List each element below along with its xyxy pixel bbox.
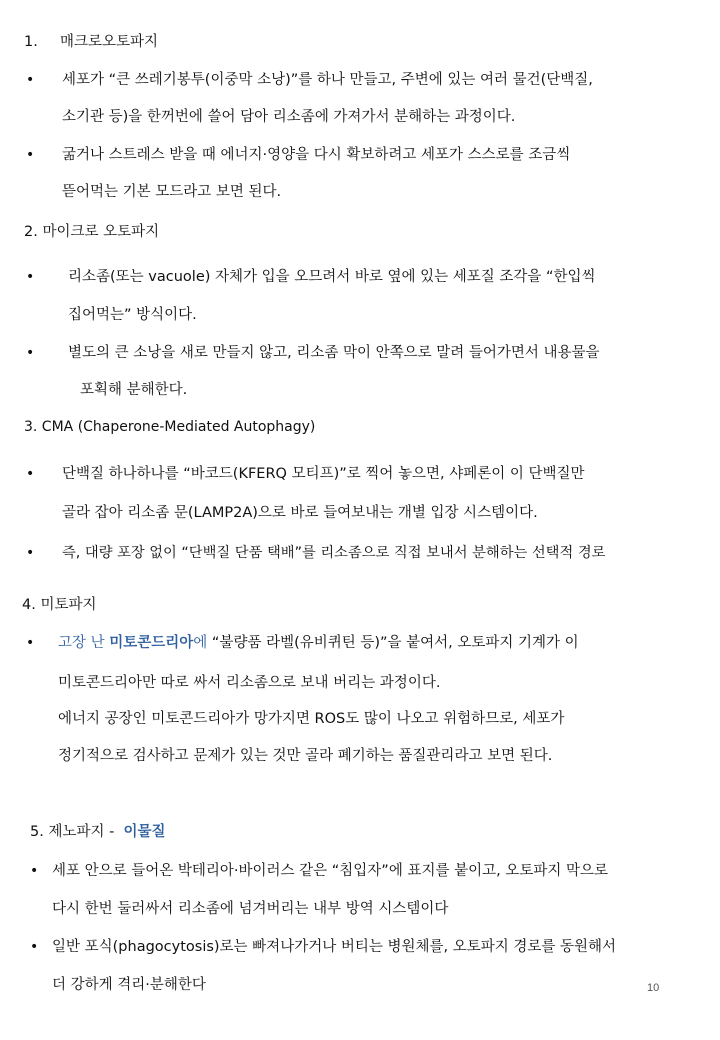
- section-1-number: 1.: [24, 34, 38, 50]
- section-4-title: 4. 미토파지: [22, 597, 97, 613]
- highlight-bold-text: 미토콘드리아: [109, 635, 194, 651]
- bullet: •: [30, 939, 39, 955]
- section-5-title-text: 5. 제노파지 -: [30, 824, 124, 840]
- s4-bullet1-rest: “불량품 라벨(유비퀴틴 등)”을 붙여서, 오토파지 기계가 이: [207, 635, 579, 651]
- s2-bullet1-line2: 집어먹는” 방식이다.: [68, 307, 197, 323]
- bullet: •: [26, 635, 35, 651]
- bullet: •: [26, 345, 35, 361]
- section-5-title-highlight: 이물질: [123, 824, 166, 840]
- bullet: •: [26, 466, 35, 482]
- s5-bullet2-line2: 더 강하게 격리·분해한다: [52, 977, 206, 993]
- s4-paragraph-line2: 정기적으로 검사하고 문제가 있는 것만 골라 폐기하는 품질관리라고 보면 된다.: [58, 748, 553, 764]
- highlight-text: 에: [193, 635, 208, 651]
- section-5-title: [30, 822, 166, 842]
- s1-bullet1-line1: 세포가 “큰 쓰레기봉투(이중막 소낭)”를 하나 만들고, 주변에 있는 여러 물건(단백질,: [62, 72, 593, 88]
- s3-bullet2-line1: 즉, 대량 포장 없이 “단백질 단품 택배”를 리소좀으로 직접 보내서 분해하는 선택적 경로: [62, 545, 606, 561]
- bullet: •: [26, 147, 35, 163]
- s2-bullet2-line1: 별도의 큰 소낭을 새로 만들지 않고, 리소좀 막이 안쪽으로 말려 들어가면서 내용물을: [68, 345, 600, 361]
- s4-bullet1-line1: [58, 633, 579, 653]
- s4-paragraph-line1: 에너지 공장인 미토콘드리아가 망가지면 ROS도 많이 나오고 위험하므로, 세포가: [58, 711, 565, 727]
- bullet: •: [26, 269, 35, 285]
- bullet: •: [26, 72, 35, 88]
- s3-bullet1-line2: 골라 잡아 리소좀 문(LAMP2A)으로 바로 들여보내는 개별 입장 시스템이다.: [62, 505, 538, 521]
- section-3-title: 3. CMA (Chaperone-Mediated Autophagy): [24, 419, 316, 435]
- bullet: •: [30, 863, 39, 879]
- bullet: •: [26, 545, 35, 561]
- page-number: 10: [647, 982, 660, 994]
- s2-bullet1-line1: 리소좀(또는 vacuole) 자체가 입을 오므려서 바로 옆에 있는 세포질 조각을 “한입씩: [68, 269, 596, 285]
- s4-bullet1-line2: 미토콘드리아만 따로 싸서 리소좀으로 보내 버리는 과정이다.: [58, 675, 441, 691]
- s2-bullet2-line2: 포획해 분해한다.: [80, 382, 188, 398]
- s5-bullet1-line2: 다시 한번 둘러싸서 리소좀에 넘겨버리는 내부 방역 시스템이다: [52, 901, 449, 917]
- s1-bullet2-line2: 뜯어먹는 기본 모드라고 보면 된다.: [62, 184, 282, 200]
- s5-bullet2-line1: 일반 포식(phagocytosis)로는 빠져나가거나 버티는 병원체를, 오토파지 경로를 동원해서: [52, 939, 616, 955]
- section-1-title: 매크로오토파지: [60, 34, 159, 50]
- s1-bullet2-line1: 굶거나 스트레스 받을 때 에너지·영양을 다시 확보하려고 세포가 스스로를 조금씩: [62, 147, 571, 163]
- highlight-text: 고장 난: [58, 635, 110, 651]
- s1-bullet1-line2: 소기관 등)을 한꺼번에 쓸어 담아 리소좀에 가져가서 분해하는 과정이다.: [62, 109, 516, 125]
- s3-bullet1-line1: 단백질 하나하나를 “바코드(KFERQ 모티프)”로 찍어 놓으면, 샤페론이 이 단백질만: [62, 466, 585, 482]
- s5-bullet1-line1: 세포 안으로 들어온 박테리아·바이러스 같은 “침입자”에 표지를 붙이고, 오토파지 막으로: [52, 863, 608, 879]
- section-2-title: 2. 마이크로 오토파지: [24, 224, 160, 240]
